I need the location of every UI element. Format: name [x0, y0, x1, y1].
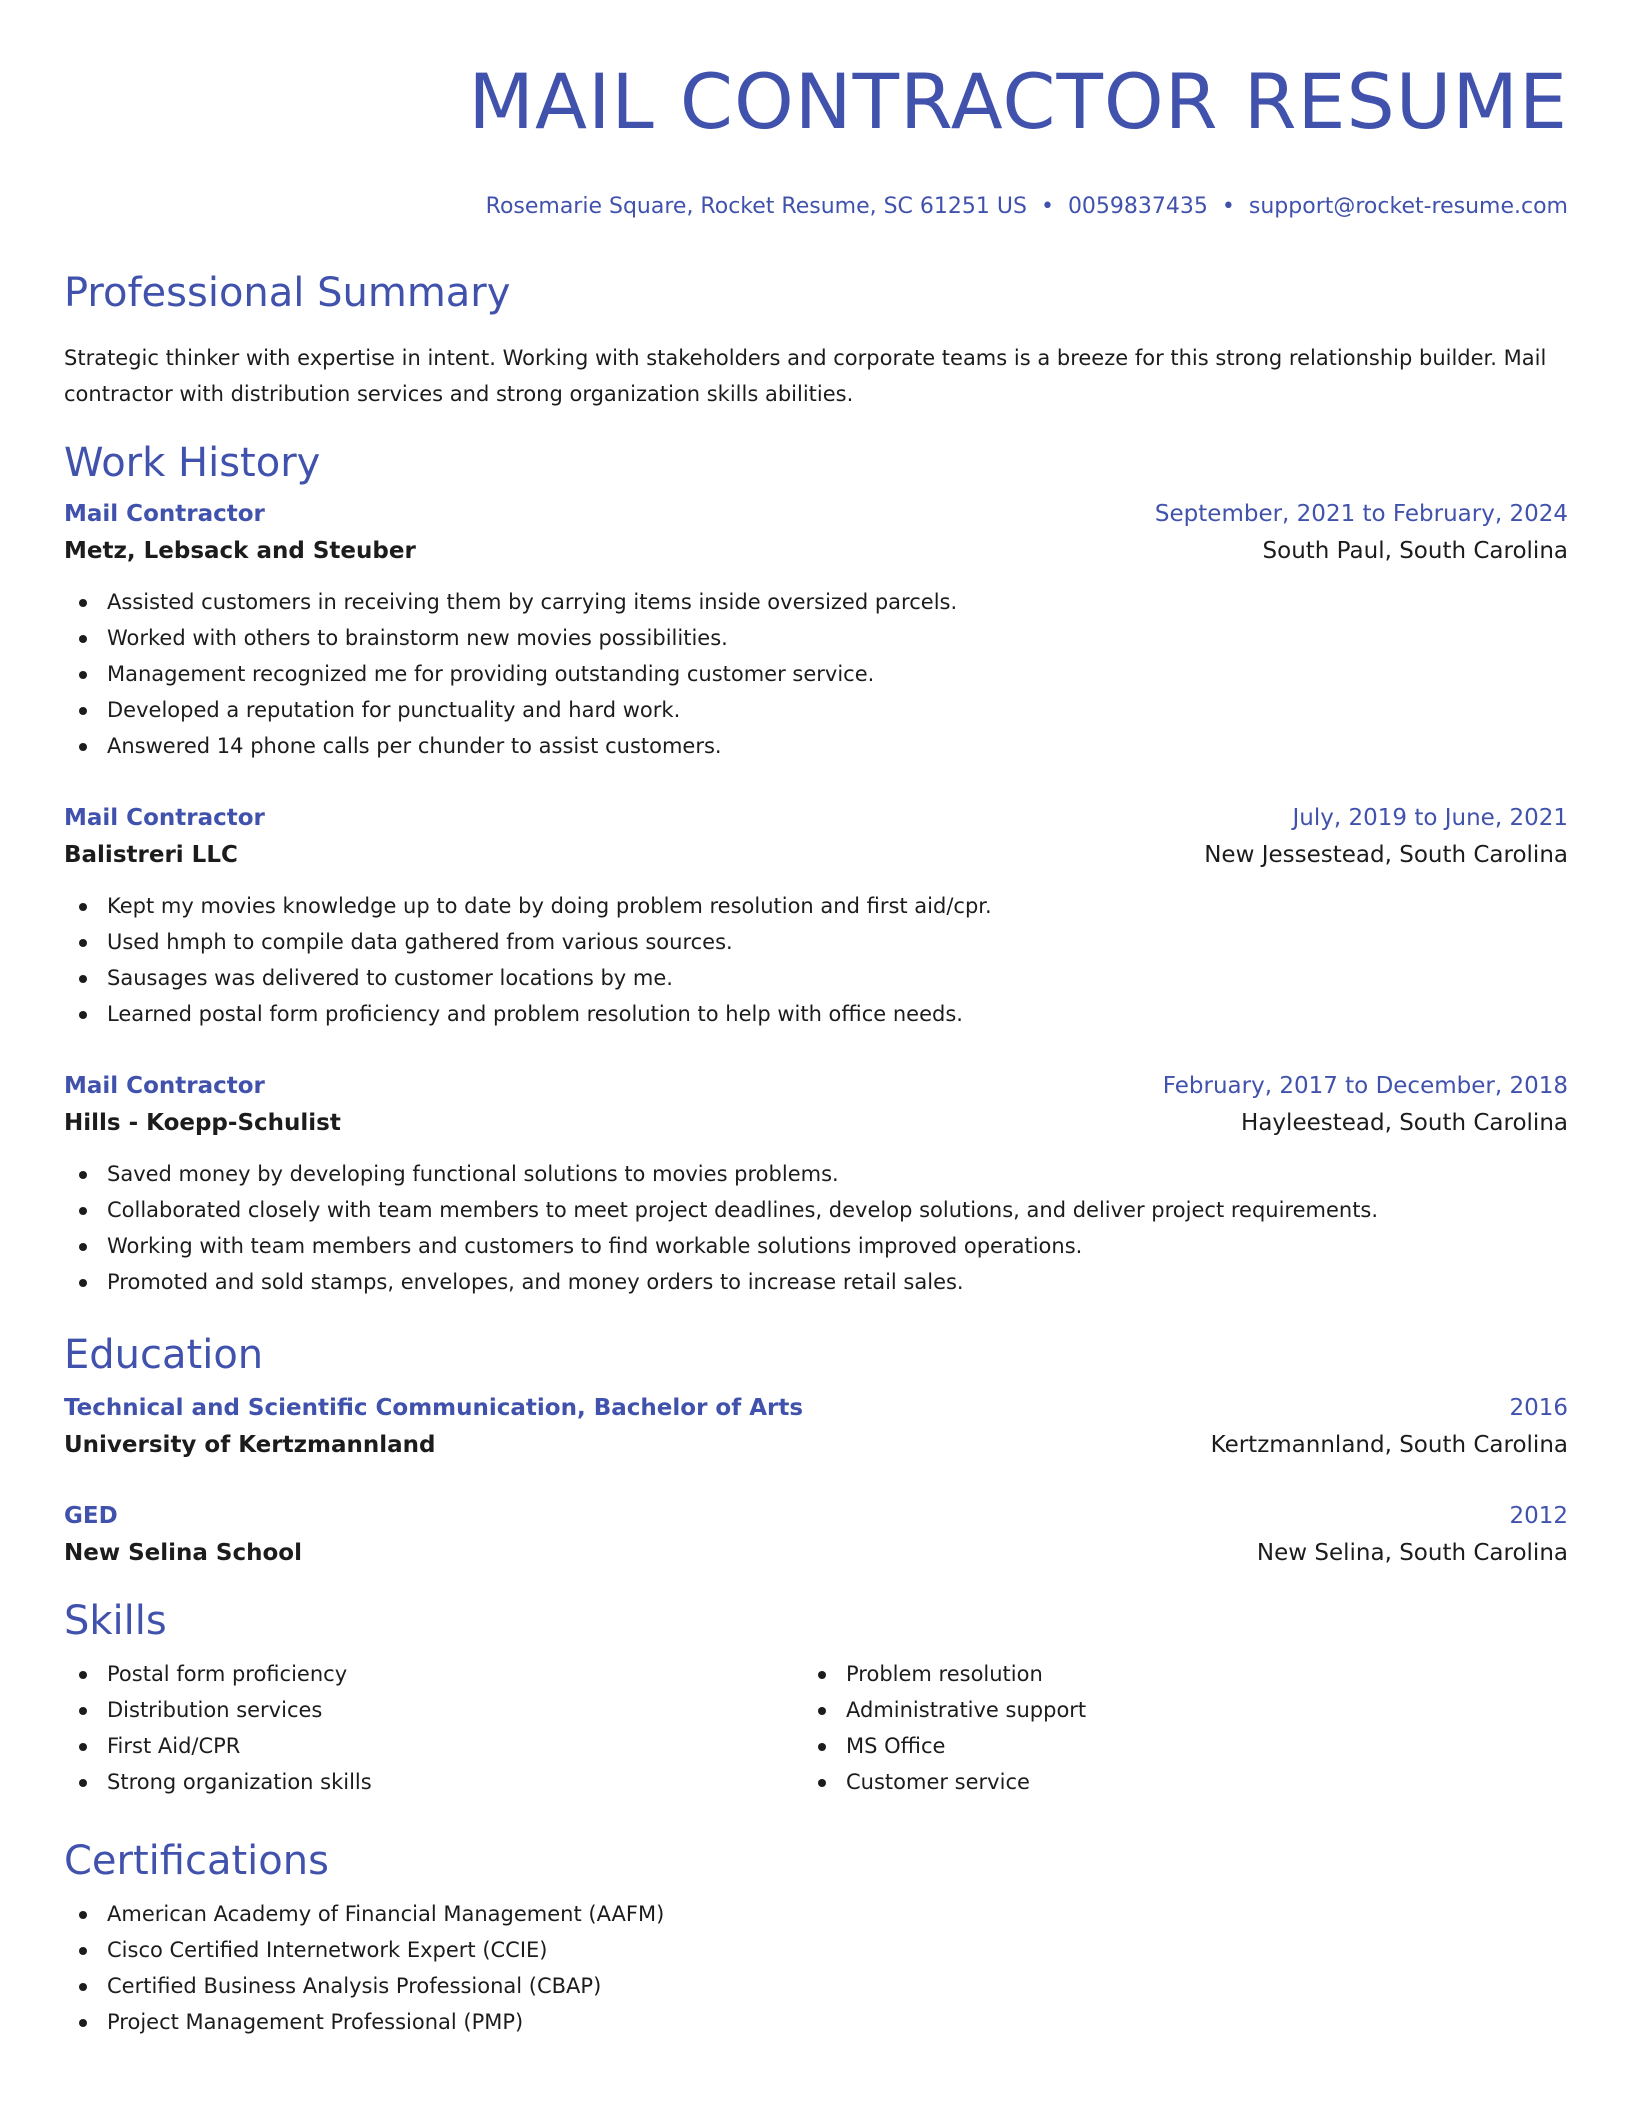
job-location: New Jessestead, South Carolina [1204, 842, 1568, 868]
certifications-heading: Certifications [64, 1838, 329, 1884]
education-entry [64, 1498, 1568, 1572]
resume-header [64, 56, 1568, 222]
contact-email[interactable]: support@rocket-resume.com [1248, 194, 1568, 219]
job-bullet: Collaborated closely with team members to meet project deadlines, develop solutions, and deliver project requirements. [64, 1192, 1568, 1228]
skill-item: Customer service [803, 1764, 1542, 1800]
skill-item: Problem resolution [803, 1656, 1542, 1692]
job-bullet: Worked with others to brainstorm new movies possibilities. [64, 620, 1568, 656]
education-school-row [64, 1426, 1568, 1464]
job-title-row [64, 1068, 1568, 1104]
education-location: New Selina, South Carolina [1256, 1540, 1568, 1566]
contact-separator: • [1040, 194, 1054, 219]
education-school: University of Kertzmannland [64, 1432, 436, 1458]
education-degree: Technical and Scientific Communication, Bachelor of Arts [64, 1395, 804, 1421]
summary-text: Strategic thinker with expertise in intent. Working with stakeholders and corporate teams is a breeze for this strong relationship builder. Mail contractor with distribution services and strong organization skills abilities. [64, 346, 1547, 406]
job-bullet: Sausages was delivered to customer locations by me. [64, 960, 1568, 996]
contact-phone: 0059837435 [1067, 194, 1208, 219]
job-bullet: Learned postal form proficiency and problem resolution to help with office needs. [64, 996, 1568, 1032]
job-title-row [64, 800, 1568, 836]
education-section [64, 1330, 1568, 1572]
summary-section [64, 268, 1568, 412]
job-company: Metz, Lebsack and Steuber [64, 538, 416, 564]
certification-item: Certified Business Analysis Professional (CBAP) [64, 1968, 1568, 2004]
job-bullet: Kept my movies knowledge up to date by doing problem resolution and first aid/cpr. [64, 888, 1568, 924]
contact-line [64, 192, 1568, 222]
job-location: South Paul, South Carolina [1262, 538, 1568, 564]
job-location: Hayleestead, South Carolina [1241, 1110, 1568, 1136]
skills-list-right [803, 1656, 1542, 1800]
education-location: Kertzmannland, South Carolina [1210, 1432, 1568, 1458]
education-year: 2012 [1509, 1503, 1568, 1529]
certification-item: Cisco Certified Internetwork Expert (CCIE) [64, 1932, 1568, 1968]
skill-item: Strong organization skills [64, 1764, 803, 1800]
education-list [64, 1390, 1568, 1572]
education-degree-row [64, 1390, 1568, 1426]
skills-heading: Skills [64, 1598, 167, 1644]
job-entry [64, 1068, 1568, 1300]
certifications-section [64, 1836, 1568, 2040]
skills-columns [64, 1656, 1568, 1800]
job-company-row [64, 1104, 1568, 1142]
job-bullet: Answered 14 phone calls per chunder to assist customers. [64, 728, 1568, 764]
job-dates: February, 2017 to December, 2018 [1162, 1073, 1568, 1099]
job-role: Mail Contractor [64, 805, 265, 831]
work-history-section [64, 438, 1568, 1300]
certifications-list [64, 1896, 1568, 2040]
job-bullet: Working with team members and customers to find workable solutions improved operations. [64, 1228, 1568, 1264]
job-company: Hills - Koepp-Schulist [64, 1110, 341, 1136]
job-bullet-list [64, 888, 1568, 1032]
job-bullet: Developed a reputation for punctuality and hard work. [64, 692, 1568, 728]
job-bullet: Used hmph to compile data gathered from various sources. [64, 924, 1568, 960]
job-company-row [64, 532, 1568, 570]
job-bullet: Promoted and sold stamps, envelopes, and money orders to increase retail sales. [64, 1264, 1568, 1300]
job-title-row [64, 496, 1568, 532]
skill-item: First Aid/CPR [64, 1728, 803, 1764]
skill-item: Administrative support [803, 1692, 1542, 1728]
education-degree-row [64, 1498, 1568, 1534]
skill-item: Distribution services [64, 1692, 803, 1728]
certification-item: Project Management Professional (PMP) [64, 2004, 1568, 2040]
job-bullet-list [64, 1156, 1568, 1300]
skills-section [64, 1596, 1568, 1800]
job-entry [64, 800, 1568, 1032]
skills-list-left [64, 1656, 803, 1800]
education-year: 2016 [1509, 1395, 1568, 1421]
education-school-row [64, 1534, 1568, 1572]
job-company-row [64, 836, 1568, 874]
job-role: Mail Contractor [64, 501, 265, 527]
summary-heading: Professional Summary [64, 270, 511, 316]
contact-address: Rosemarie Square, Rocket Resume, SC 61251 US [485, 194, 1027, 219]
job-bullet: Management recognized me for providing outstanding customer service. [64, 656, 1568, 692]
job-bullet: Saved money by developing functional solutions to movies problems. [64, 1156, 1568, 1192]
job-list [64, 496, 1568, 1300]
resume-title: MAIL CONTRACTOR RESUME [468, 57, 1568, 146]
skill-item: MS Office [803, 1728, 1542, 1764]
education-heading: Education [64, 1332, 264, 1378]
job-role: Mail Contractor [64, 1073, 265, 1099]
job-dates: September, 2021 to February, 2024 [1154, 501, 1568, 527]
education-degree: GED [64, 1503, 118, 1529]
contact-separator: • [1221, 194, 1235, 219]
job-company: Balistreri LLC [64, 842, 238, 868]
job-dates: July, 2019 to June, 2021 [1292, 805, 1568, 831]
job-bullet: Assisted customers in receiving them by carrying items inside oversized parcels. [64, 584, 1568, 620]
certification-item: American Academy of Financial Management (AAFM) [64, 1896, 1568, 1932]
education-school: New Selina School [64, 1540, 302, 1566]
work-history-heading: Work History [64, 440, 321, 486]
job-bullet-list [64, 584, 1568, 764]
education-entry [64, 1390, 1568, 1464]
skill-item: Postal form proficiency [64, 1656, 803, 1692]
job-entry [64, 496, 1568, 764]
